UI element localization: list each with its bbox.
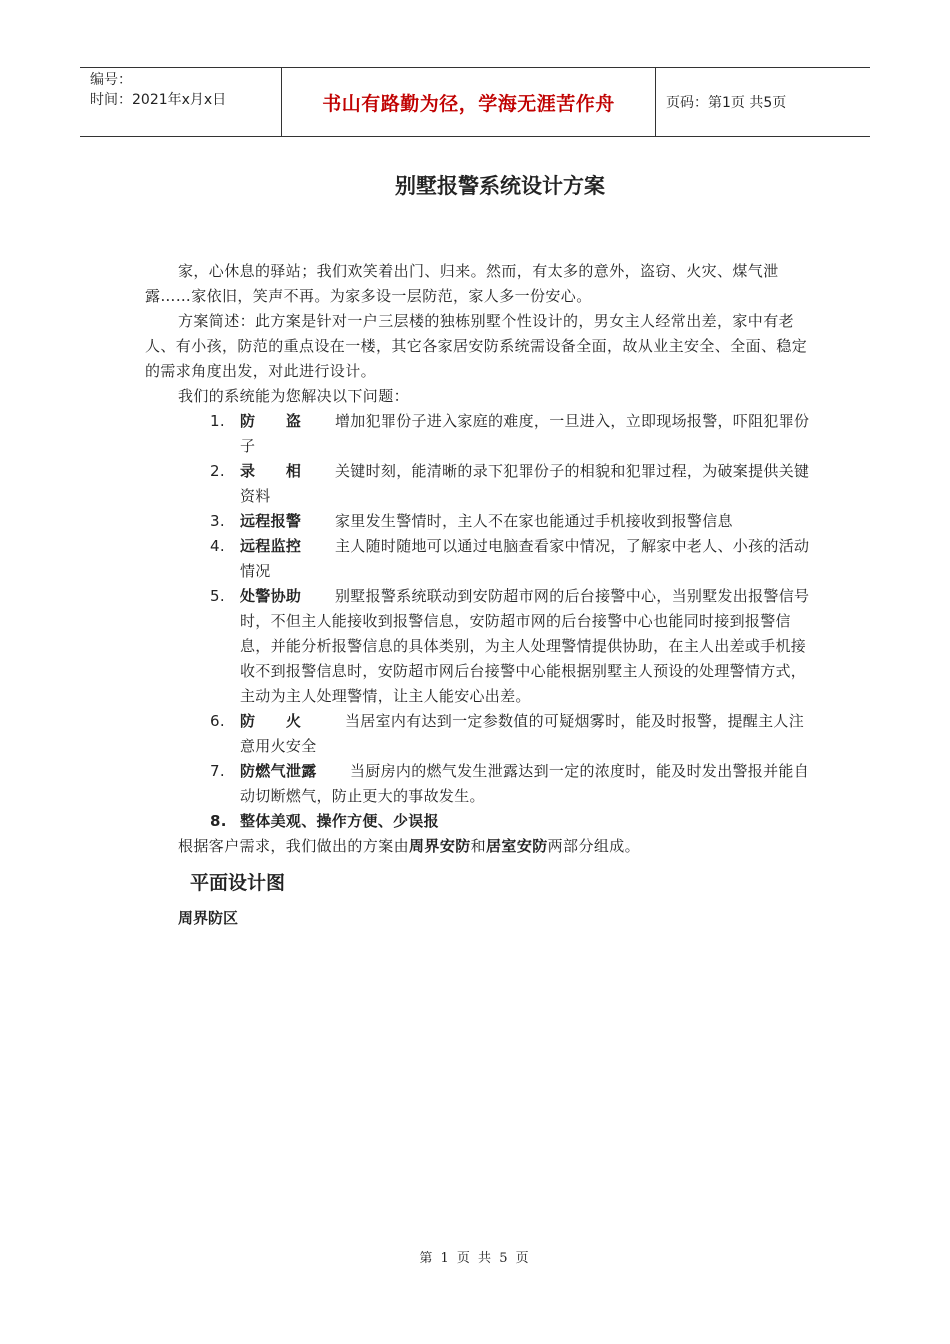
list-item-text: 关键时刻，能清晰的录下犯罪份子的相貌和犯罪过程，为破案提供关键资料	[240, 462, 810, 505]
conclusion-keyword-perimeter: 周界安防	[409, 837, 471, 855]
header-page-info: 页码：第1页 共5页	[666, 95, 787, 111]
list-item-number: 7.	[210, 762, 225, 780]
list-item-text: 当居室内有达到一定参数值的可疑烟雾时，能及时报警，提醒主人注意用火安全	[240, 712, 805, 755]
intro-text-2: 方案简述：此方案是针对一户三层楼的独栋别墅个性设计的，男女主人经常出差，家中有老人、有小孩，防范的重点设在一楼，其它各家居安防系统需设备全面，故从业主安全、全面、稳定的需求角度出发，对此进行设计。	[145, 312, 808, 380]
list-item-number: 8.	[210, 812, 227, 830]
intro-paragraph-1	[145, 259, 810, 309]
conclusion-text-pre: 根据客户需求，我们做出的方案由	[178, 837, 410, 855]
list-item-number: 6.	[210, 712, 225, 730]
intro-paragraph-3	[145, 384, 810, 409]
document-time-label: 时间：2021年x月x日	[90, 92, 227, 108]
list-item-number: 4.	[210, 537, 225, 555]
list-item	[210, 584, 810, 709]
list-item	[210, 509, 810, 534]
list-item	[210, 409, 810, 459]
list-item-keyword: 处警协助	[240, 587, 302, 605]
subsection-heading: 周界防区	[178, 909, 239, 927]
list-item-keyword: 防 火	[240, 712, 302, 730]
list-item-number: 1.	[210, 412, 225, 430]
list-item-text: 家里发生警情时，主人不在家也能通过手机接收到报警信息	[335, 512, 733, 530]
list-item	[210, 534, 810, 584]
intro-text-1: 家，心休息的驿站；我们欢笑着出门、归来。然而，有太多的意外，盗窃、火灾、煤气泄露……家依旧，笑声不再。为家多设一层防范，家人多一份安心。	[145, 262, 779, 305]
list-item-text: 当厨房内的燃气发生泄露达到一定的浓度时，能及时发出警报并能自动切断燃气，防止更大的事故发生。	[240, 762, 810, 805]
conclusion-keyword-indoor: 居室安防	[486, 837, 548, 855]
header-motto: 书山有路勤为径，学海无涯苦作舟	[281, 68, 656, 136]
document-title: 别墅报警系统设计方案	[395, 174, 605, 198]
list-item-text: 增加犯罪份子进入家庭的难度，一旦进入，立即现场报警，吓阻犯罪份子	[240, 412, 810, 455]
header-table	[80, 67, 870, 137]
list-item-keyword: 整体美观、操作方便、少误报	[240, 812, 439, 830]
list-item-text: 主人随时随地可以通过电脑查看家中情况，了解家中老人、小孩的活动情况	[240, 537, 810, 580]
conclusion-text-mid: 和	[470, 837, 487, 855]
page-footer: 第 1 页 共 5 页	[419, 1251, 531, 1266]
list-item-keyword: 防 盗	[240, 412, 302, 430]
conclusion-text-post: 两部分组成。	[547, 837, 641, 855]
section-heading: 平面设计图	[190, 872, 286, 894]
conclusion-paragraph	[145, 834, 810, 859]
list-item	[210, 709, 810, 759]
list-item-text: 别墅报警系统联动到安防超市网的后台接警中心，当别墅发出报警信号时，不但主人能接收到报警信息，安防超市网的后台接警中心也能同时接到报警信息，并能分析报警信息的具体类别，为主人处理警情提供协助，在主人出差或手机接收不到报警信息时，安防超市网后台接警中心能根据别墅主人预设的处理警情方式，主动为主人处理警情，让主人能安心出差。	[240, 587, 810, 705]
list-item	[210, 459, 810, 509]
list-item-number: 2.	[210, 462, 225, 480]
list-item-keyword: 远程监控	[240, 537, 302, 555]
list-item	[210, 759, 810, 809]
intro-paragraph-2	[145, 309, 810, 384]
list-item-number: 3.	[210, 512, 225, 530]
document-number-label: 编号：	[90, 72, 132, 88]
list-item-keyword: 录 相	[240, 462, 302, 480]
list-item-keyword: 防燃气泄露	[240, 762, 317, 780]
list-item-keyword: 远程报警	[240, 512, 302, 530]
list-item-number: 5.	[210, 587, 225, 605]
list-item	[210, 809, 810, 834]
header-left-cell	[80, 68, 281, 136]
intro-text-3: 我们的系统能为您解决以下问题：	[178, 387, 410, 405]
